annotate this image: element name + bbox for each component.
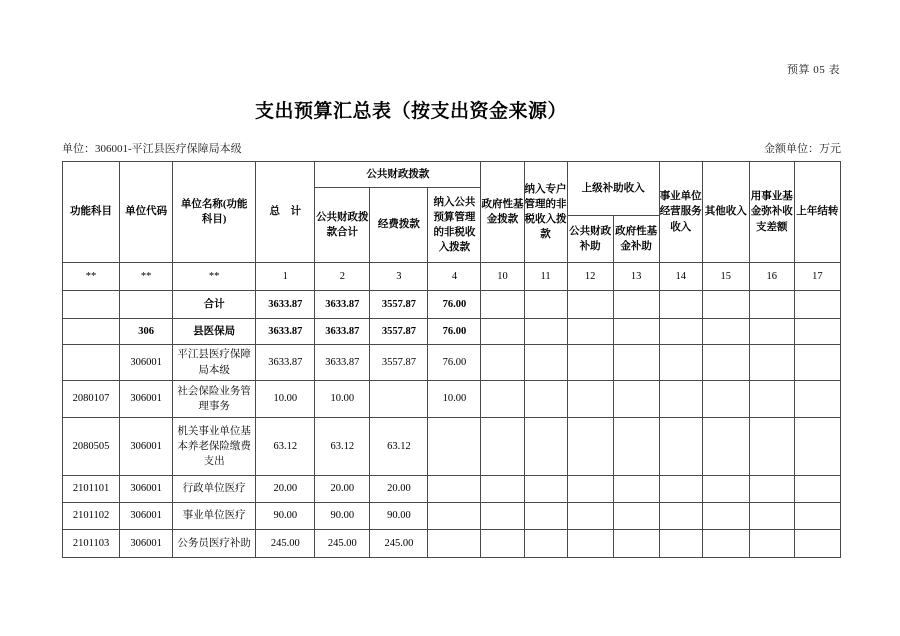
table-cell: 10.00 (315, 381, 370, 418)
table-cell: 2101103 (63, 530, 120, 558)
table-cell (659, 381, 702, 418)
table-cell (613, 319, 659, 345)
header-expense-allocation: 经费拨款 (370, 188, 428, 263)
table-cell (567, 319, 613, 345)
table-header (63, 162, 841, 263)
table-cell: 3633.87 (315, 345, 370, 381)
table-cell (63, 291, 120, 319)
table-cell: 245.00 (315, 530, 370, 558)
table-cell: 245.00 (256, 530, 315, 558)
header-nontax-special-account: 纳入专户管理的非税收入拨款 (524, 162, 567, 263)
table-cell (749, 345, 794, 381)
table-cell: 2101102 (63, 503, 120, 530)
table-row (63, 345, 841, 381)
table-cell (659, 503, 702, 530)
table-row (63, 503, 841, 530)
table-cell: 90.00 (256, 503, 315, 530)
table-cell (794, 503, 840, 530)
table-cell: 306001 (120, 418, 173, 476)
table-cell (702, 418, 749, 476)
table-cell: 306001 (120, 503, 173, 530)
table-cell: 2080107 (63, 381, 120, 418)
table-cell (794, 319, 840, 345)
table-cell: 306001 (120, 530, 173, 558)
column-code-row (63, 263, 841, 291)
table-cell (749, 291, 794, 319)
table-cell (613, 503, 659, 530)
table-cell (702, 530, 749, 558)
header-public-finance-group: 公共财政拨款 (315, 162, 481, 188)
table-cell (794, 530, 840, 558)
table-cell (63, 345, 120, 381)
header-business-service-income: 事业单位经营服务收入 (659, 162, 702, 263)
table-cell (428, 476, 481, 503)
table-cell: 3557.87 (370, 345, 428, 381)
table-cell: 合计 (173, 291, 256, 319)
column-code-cell: 12 (567, 263, 613, 291)
table-cell (613, 291, 659, 319)
table-cell (794, 418, 840, 476)
table-cell: 76.00 (428, 319, 481, 345)
column-code-cell: 17 (794, 263, 840, 291)
table-cell (63, 319, 120, 345)
table-cell (794, 345, 840, 381)
table-cell (659, 418, 702, 476)
column-code-cell: 14 (659, 263, 702, 291)
table-cell: 3633.87 (256, 345, 315, 381)
table-cell (524, 319, 567, 345)
table-cell (567, 530, 613, 558)
table-cell: 社会保险业务管理事务 (173, 381, 256, 418)
unit-label: 单位：306001-平江县医疗保障局本级 (62, 143, 242, 155)
table-cell (659, 476, 702, 503)
table-cell (524, 418, 567, 476)
column-code-cell: ** (63, 263, 120, 291)
table-row (63, 418, 841, 476)
table-cell: 63.12 (256, 418, 315, 476)
column-code-cell: ** (173, 263, 256, 291)
table-cell (524, 291, 567, 319)
table-cell (428, 418, 481, 476)
sheet-label: 预算 05 表 (787, 64, 840, 76)
table-row (63, 381, 841, 418)
table-cell (659, 530, 702, 558)
column-code-cell: 10 (481, 263, 524, 291)
amount-unit-label: 金额单位：万元 (764, 143, 841, 155)
table-cell (524, 530, 567, 558)
table-cell (567, 291, 613, 319)
column-code-cell: 2 (315, 263, 370, 291)
table-cell (613, 345, 659, 381)
table-cell (481, 530, 524, 558)
table-cell: 公务员医疗补助 (173, 530, 256, 558)
table-cell (794, 381, 840, 418)
table-cell: 2080505 (63, 418, 120, 476)
table-cell (749, 381, 794, 418)
table-cell: 3557.87 (370, 319, 428, 345)
table-cell: 76.00 (428, 345, 481, 381)
table-cell: 306001 (120, 381, 173, 418)
header-func-subject: 功能科目 (63, 162, 120, 263)
table-cell (749, 530, 794, 558)
table-row (63, 530, 841, 558)
table-cell (613, 476, 659, 503)
table-cell (702, 381, 749, 418)
table-cell: 2101101 (63, 476, 120, 503)
table-cell (481, 418, 524, 476)
table-row (63, 319, 841, 345)
table-cell: 10.00 (256, 381, 315, 418)
table-cell: 306 (120, 319, 173, 345)
table-cell (481, 319, 524, 345)
header-unit-name: 单位名称(功能科目) (173, 162, 256, 263)
table-row (63, 291, 841, 319)
header-govt-fund-allocation: 政府性基金拨款 (481, 162, 524, 263)
header-row-1 (63, 162, 841, 188)
table-cell (567, 503, 613, 530)
table-cell: 63.12 (370, 418, 428, 476)
table-cell: 76.00 (428, 291, 481, 319)
table-cell (481, 381, 524, 418)
table-cell (567, 345, 613, 381)
table-cell (659, 319, 702, 345)
table-cell: 机关事业单位基本养老保险缴费支出 (173, 418, 256, 476)
table-cell (524, 476, 567, 503)
table-cell (481, 476, 524, 503)
column-code-cell: 13 (613, 263, 659, 291)
table-cell (613, 530, 659, 558)
table-cell: 平江县医疗保障局本级 (173, 345, 256, 381)
table-cell (702, 345, 749, 381)
table-cell (524, 345, 567, 381)
table-cell (702, 291, 749, 319)
table-cell (794, 291, 840, 319)
table-cell (702, 503, 749, 530)
header-govt-fund-subsidy: 政府性基金补助 (613, 216, 659, 263)
table-row (63, 476, 841, 503)
table-cell: 3633.87 (315, 319, 370, 345)
table-cell (613, 381, 659, 418)
table-cell (567, 476, 613, 503)
table-cell: 行政单位医疗 (173, 476, 256, 503)
table-cell (659, 291, 702, 319)
table-cell: 10.00 (428, 381, 481, 418)
table-cell: 306001 (120, 345, 173, 381)
table-cell (524, 503, 567, 530)
table-cell (481, 345, 524, 381)
table-cell (567, 381, 613, 418)
table-cell (749, 418, 794, 476)
column-code-cell: 16 (749, 263, 794, 291)
table-cell (659, 345, 702, 381)
meta-row (62, 140, 841, 156)
header-total: 总 计 (256, 162, 315, 263)
table-cell (794, 476, 840, 503)
table-cell: 20.00 (370, 476, 428, 503)
table-cell: 245.00 (370, 530, 428, 558)
table-cell (481, 291, 524, 319)
table-body (63, 263, 841, 558)
header-nontax-into-public-budget: 纳入公共预算管理的非税收入拨款 (428, 188, 481, 263)
table-cell (567, 418, 613, 476)
table-cell: 20.00 (315, 476, 370, 503)
table-cell: 3557.87 (370, 291, 428, 319)
header-prev-year-carryover: 上年结转 (794, 162, 840, 263)
header-other-income: 其他收入 (702, 162, 749, 263)
table-cell: 306001 (120, 476, 173, 503)
page-title: 支出预算汇总表（按支出资金来源） (254, 101, 567, 122)
table-cell: 3633.87 (256, 291, 315, 319)
table-cell (370, 381, 428, 418)
table-cell (613, 418, 659, 476)
table-cell (428, 530, 481, 558)
column-code-cell: 15 (702, 263, 749, 291)
table-cell: 3633.87 (315, 291, 370, 319)
table-cell: 县医保局 (173, 319, 256, 345)
table-cell: 90.00 (370, 503, 428, 530)
table-cell: 63.12 (315, 418, 370, 476)
table-cell (481, 503, 524, 530)
table-cell: 90.00 (315, 503, 370, 530)
table-cell (524, 381, 567, 418)
header-unit-code: 单位代码 (120, 162, 173, 263)
table-cell: 事业单位医疗 (173, 503, 256, 530)
table-cell (120, 291, 173, 319)
header-public-finance-total: 公共财政拨款合计 (315, 188, 370, 263)
column-code-cell: 4 (428, 263, 481, 291)
table-cell (428, 503, 481, 530)
budget-table (62, 161, 841, 558)
column-code-cell: ** (120, 263, 173, 291)
header-superior-subsidy-group: 上级补助收入 (567, 162, 659, 216)
header-fund-makeup-balance: 用事业基金弥补收支差额 (749, 162, 794, 263)
column-code-cell: 11 (524, 263, 567, 291)
table-cell (702, 476, 749, 503)
table-cell (749, 503, 794, 530)
column-code-cell: 1 (256, 263, 315, 291)
table-cell: 20.00 (256, 476, 315, 503)
table-cell (749, 476, 794, 503)
table-cell: 3633.87 (256, 319, 315, 345)
table-cell (702, 319, 749, 345)
header-public-finance-subsidy: 公共财政补助 (567, 216, 613, 263)
table-cell (749, 319, 794, 345)
column-code-cell: 3 (370, 263, 428, 291)
